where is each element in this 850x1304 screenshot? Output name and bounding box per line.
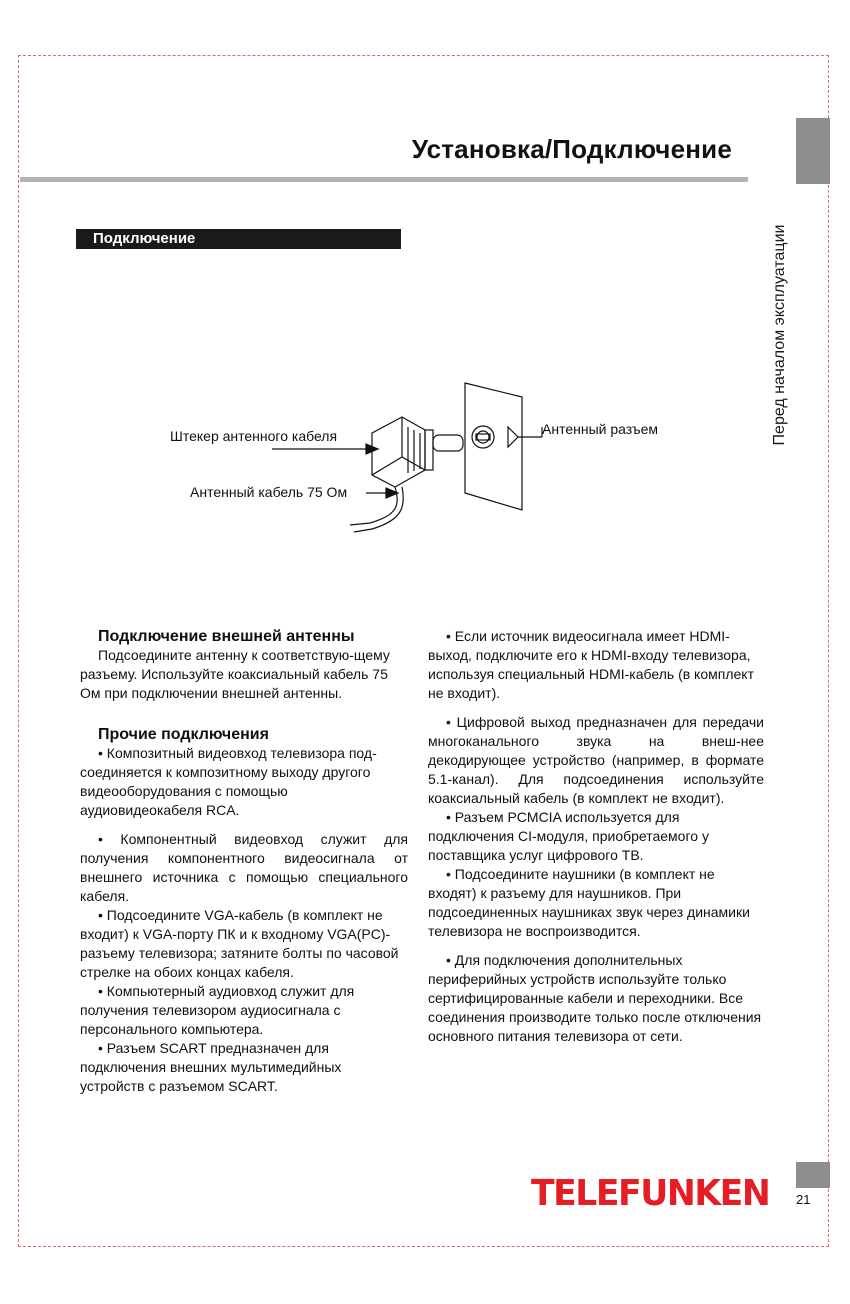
right-column <box>428 627 764 1046</box>
bullet-component: • Компонентный видеовход служит для получения компонентного видеосигнала от внешнего источника с помощью специального кабеля. <box>80 831 408 904</box>
bullet-peripherals: • Для подключения дополнительных периферийных устройств используйте только сертифицированные кабели и переходники. Все соединения производите только после отключения основного питания телевизора от сети. <box>428 952 762 1044</box>
title-divider <box>20 177 748 182</box>
cable-label: Антенный кабель 75 Ом <box>190 484 348 500</box>
page-tab-marker <box>796 1162 830 1188</box>
bullet-pc-audio: • Компьютерный аудиовход служит для получения телевизором аудиосигнала с персонального компьютера. <box>80 983 355 1037</box>
bullet-scart: • Разъем SCART предназначен для подключения внешних мультимедийных устройств с разъемом SCART. <box>80 1040 342 1094</box>
bullet-vga: • Подсоедините VGA-кабель (в комплект не входит) к VGA-порту ПК и к входному VGA(PC)-разъему телевизора; затяните болты по часовой стрелке на обоих концах кабеля. <box>80 907 399 980</box>
brand-logo: TELEFUNKEN <box>531 1173 770 1214</box>
antenna-plug-icon <box>372 417 463 487</box>
antenna-heading: Подключение внешней антенны <box>98 628 355 645</box>
bullet-pcmcia: • Разъем PCMCIA используется для подключения CI-модуля, приобретаемого у поставщика услуг цифрового ТВ. <box>428 809 709 863</box>
antenna-paragraph: Подсоедините антенну к соответствую-щему разъему. Используйте коаксиальный кабель 75 Ом при подключении внешней антенны. <box>80 647 390 701</box>
other-connections-heading: Прочие подключения <box>98 726 269 743</box>
antenna-socket-icon <box>465 383 522 510</box>
bullet-hdmi: • Если источник видеосигнала имеет HDMI-выход, подключите его к HDMI-входу телевизора, используя специальный HDMI-кабель (в комплект не входит). <box>428 628 754 701</box>
section-label: Подключение <box>76 229 401 249</box>
side-tab-text: Перед началом эксплуатации <box>771 224 788 446</box>
antenna-connection-illustration <box>140 375 700 535</box>
page-title: Установка/Подключение <box>411 134 732 164</box>
antenna-diagram <box>140 375 700 535</box>
left-column <box>80 627 408 1096</box>
bullet-headphones: • Подсоедините наушники (в комплект не входят) к разъему для наушников. При подсоединенных наушниках звук через динамики телевизора не воспроизводится. <box>428 866 750 939</box>
plug-label: Штекер антенного кабеля <box>170 428 338 444</box>
page-number: 21 <box>796 1192 811 1207</box>
bullet-digital-out: • Цифровой выход предназначен для передачи многоканального звука на внеш-нее декодирующее устройство (например, в формате 5.1-канал). Для подсоединения используйте коаксиальный кабель (в комплект не входит). <box>428 714 764 806</box>
side-tab-marker <box>796 118 830 184</box>
bullet-composite: • Композитный видеовход телевизора под-соединяется к композитному выходу другого видеооборудования с помощью аудиовидеокабеля RCA. <box>80 745 377 818</box>
socket-label: Антенный разъем <box>542 421 659 437</box>
